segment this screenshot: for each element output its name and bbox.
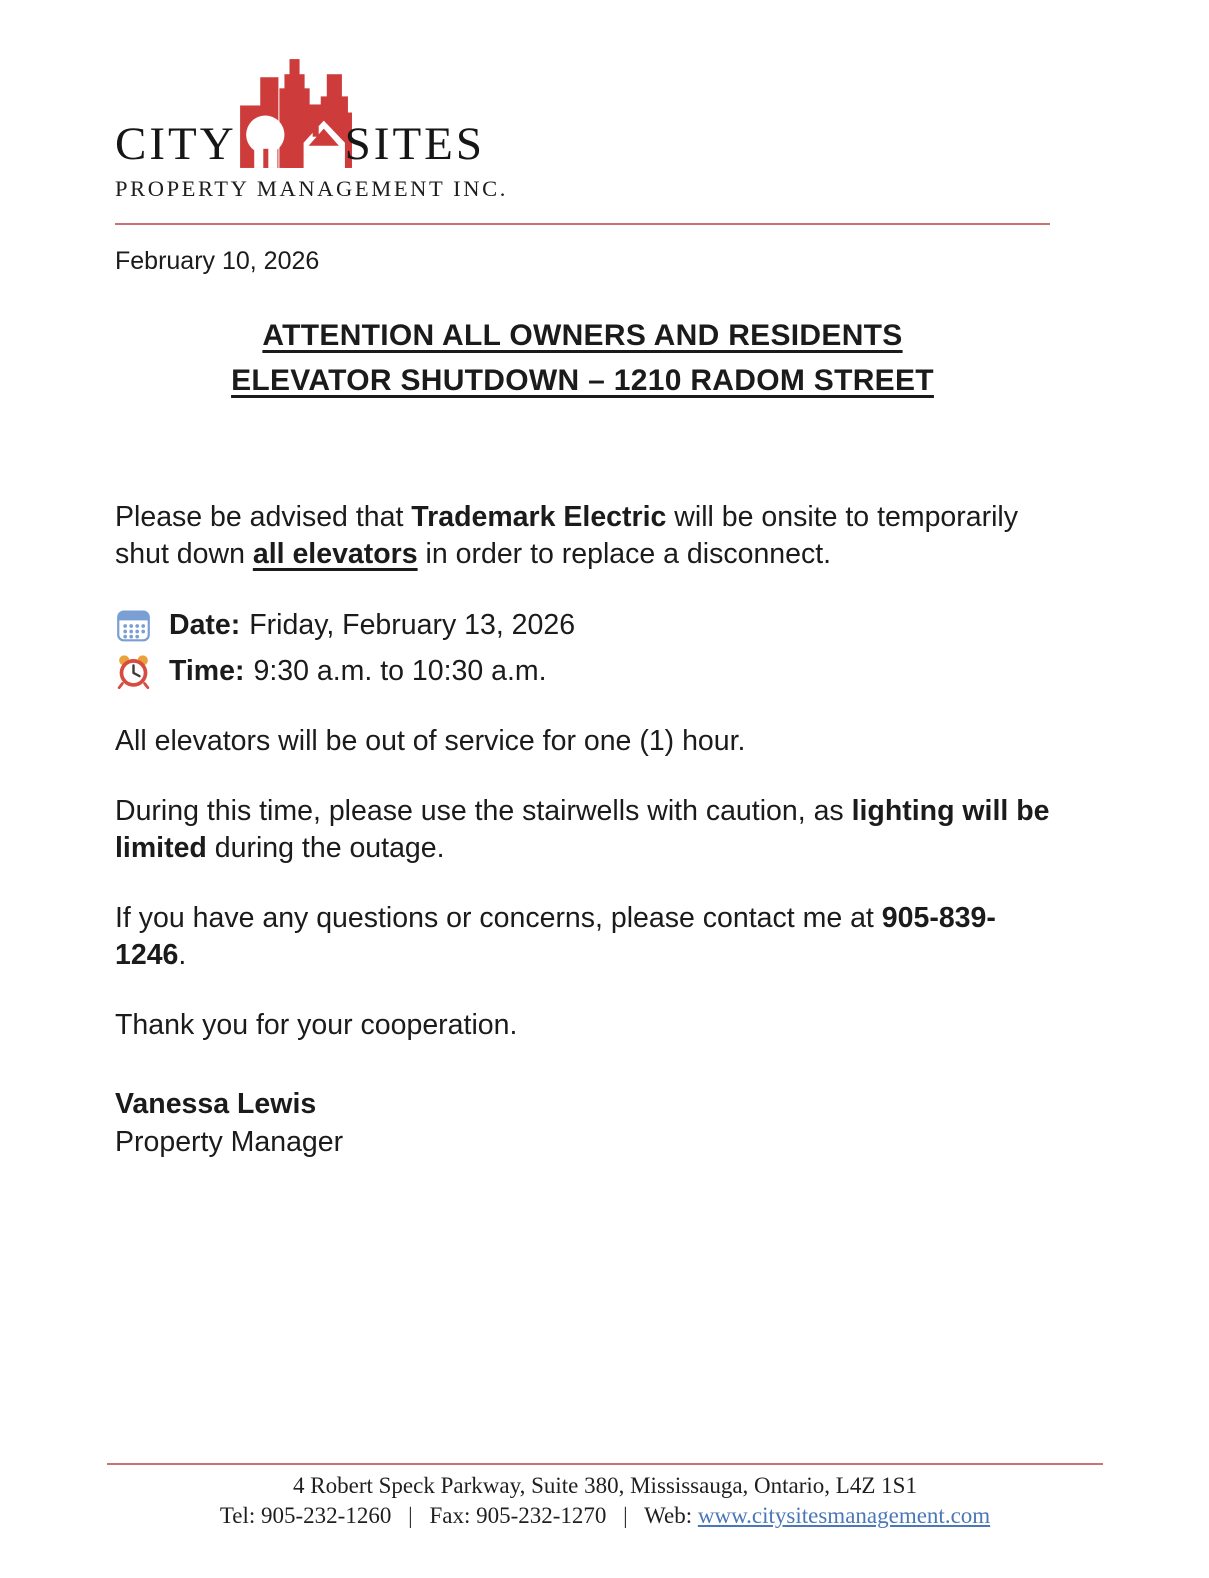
letter-date: February 10, 2026 <box>115 247 320 275</box>
footer-web-label: Web: <box>644 1503 693 1528</box>
schedule-date-line <box>115 607 1050 644</box>
signature-block <box>115 1085 1050 1161</box>
footer-contacts <box>107 1503 1103 1529</box>
contact-text: . <box>178 939 187 971</box>
schedule-time-line <box>115 653 1050 690</box>
schedule-block <box>115 607 1050 690</box>
contact-text: If you have any questions or concerns, please contact me at <box>115 902 882 934</box>
title-line-2: ELEVATOR SHUTDOWN – 1210 RADOM STREET <box>231 364 934 397</box>
logo-word-city: CITY <box>115 118 237 171</box>
footer-fax-label: Fax: <box>429 1503 471 1528</box>
closing-paragraph: Thank you for your cooperation. <box>115 1009 518 1041</box>
date-label: Date: <box>169 609 241 641</box>
letter-footer <box>107 1463 1103 1529</box>
caution-paragraph <box>115 793 1050 867</box>
footer-website-link[interactable]: www.citysitesmanagement.com <box>697 1503 991 1528</box>
date-value: Friday, February 13, 2026 <box>249 609 576 641</box>
footer-fax-number: 905-232-1270 <box>476 1503 607 1528</box>
intro-paragraph <box>115 499 1050 573</box>
contact-paragraph <box>115 900 1050 974</box>
logo-row <box>115 52 1050 171</box>
time-value: 9:30 a.m. to 10:30 a.m. <box>253 655 547 687</box>
lighting-emphasis: lighting will be limited <box>115 795 1050 864</box>
footer-tel-label: Tel: <box>219 1503 256 1528</box>
footer-separator: | <box>408 1503 413 1528</box>
intro-text: Please be advised that <box>115 501 412 533</box>
city-skyline-icon <box>227 52 355 168</box>
footer-divider <box>107 1463 1103 1465</box>
contact-phone-number: 905-839-1246 <box>115 902 996 971</box>
caution-text: during the outage. <box>206 832 445 864</box>
all-elevators-emphasis: all elevators <box>252 538 418 570</box>
signature-title: Property Manager <box>115 1126 344 1158</box>
footer-separator: | <box>623 1503 628 1528</box>
intro-text: will be onsite to temporarily shut down <box>115 501 1019 570</box>
intro-text: in order to replace a disconnect. <box>417 538 832 570</box>
contractor-name: Trademark Electric <box>411 501 667 533</box>
caution-text: During this time, please use the stairwells with caution, as <box>115 795 852 827</box>
calendar-icon <box>115 607 152 644</box>
logo-subtitle: PROPERTY MANAGEMENT INC. <box>115 176 508 201</box>
letter-content <box>115 52 1050 1161</box>
footer-tel-number: 905-232-1260 <box>261 1503 392 1528</box>
footer-address: 4 Robert Speck Parkway, Suite 380, Mississauga, Ontario, L4Z 1S1 <box>293 1473 917 1498</box>
letter-title <box>115 313 1050 403</box>
title-line-1: ATTENTION ALL OWNERS AND RESIDENTS <box>262 319 903 352</box>
alarm-clock-icon <box>115 653 152 690</box>
outage-note-paragraph: All elevators will be out of service for one (1) hour. <box>115 725 746 757</box>
company-logo <box>115 52 1050 202</box>
signature-name: Vanessa Lewis <box>115 1088 317 1120</box>
logo-word-sites: SITES <box>344 118 486 171</box>
header-divider <box>115 223 1050 225</box>
time-label: Time: <box>169 655 245 687</box>
